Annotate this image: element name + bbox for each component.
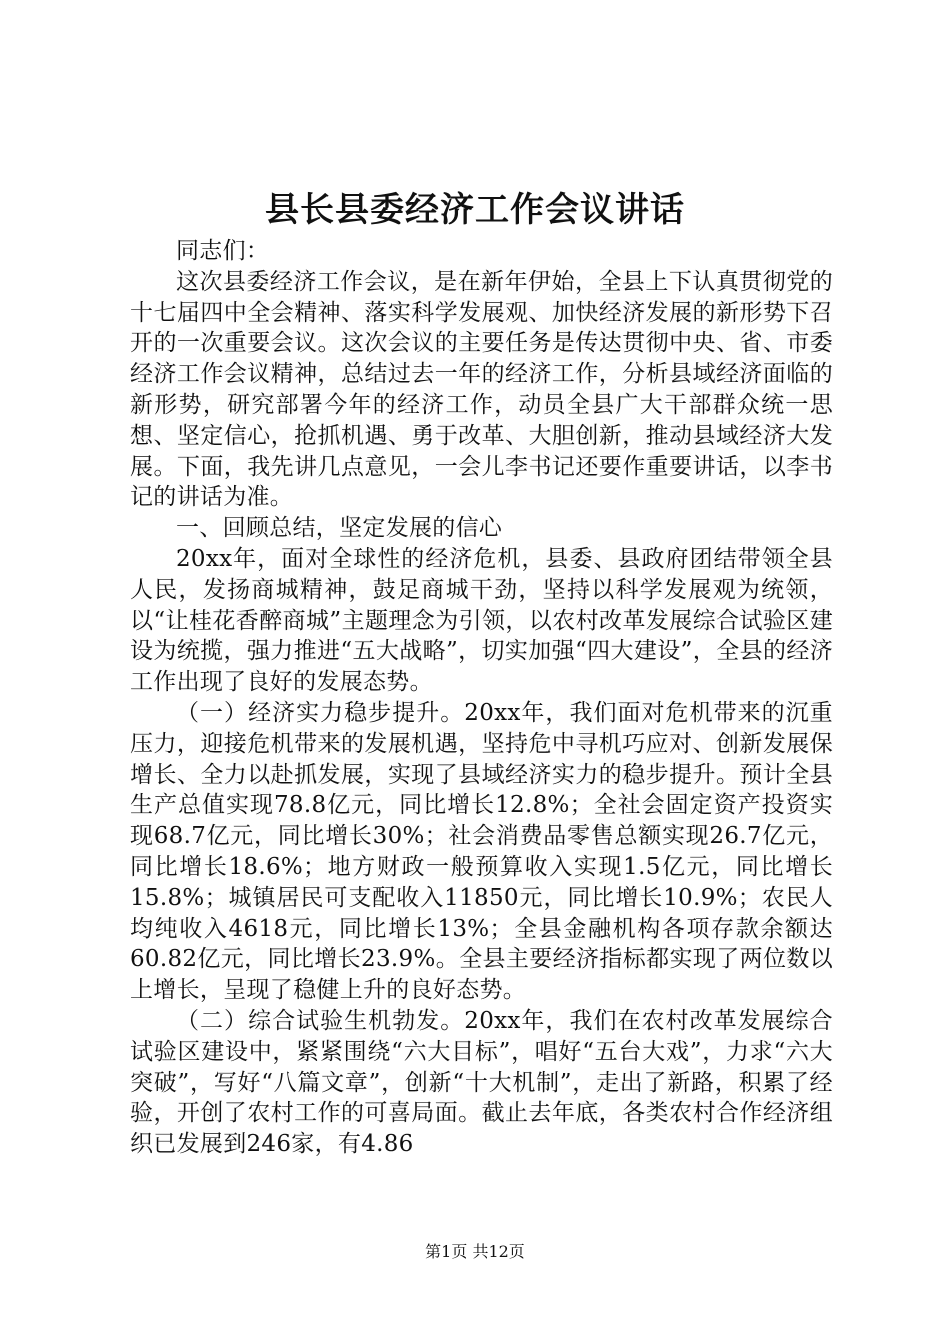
paragraph-pilot-zone: （二）综合试验生机勃发。20xx年，我们在农村改革发展综合试验区建设中，紧紧围绕“六大目标”，唱好“五台大戏”，力求“六大突破”，写好“八篇文章”，创新“十大机制”，走出了新路，积累了经验，开创了农村工作的可喜局面。截止去年底，各类农村合作经济组织已发展到246家，有4.86: [130, 1007, 833, 1158]
section-heading: 一、回顾总结，坚定发展的信心: [176, 515, 503, 542]
page-number-footer: 第1页 共12页: [425, 1242, 525, 1261]
paragraph-intro: 这次县委经济工作会议，是在新年伊始，全县上下认真贯彻党的十七届四中全会精神、落实科学发展观、加快经济发展的新形势下召开的一次重要会议。这次会议的主要任务是传达贯彻中央、省、市委经济工作会议精神，总结过去一年的经济工作，分析县域经济面临的新形势，研究部署今年的经济工作，动员全县广大干部群众统一思想、坚定信心，抢抓机遇、勇于改革、大胆创新，推动县域经济大发展。下面，我先讲几点意见，一会儿李书记还要作重要讲话，以李书记的讲话为准。: [130, 268, 833, 511]
paragraph-review: 20xx年，面对全球性的经济危机，县委、县政府团结带领全县人民，发扬商城精神，鼓足商城干劲，坚持以科学发展观为统领，以“让桂花香醉商城”主题理念为引领，以农村改革发展综合试验区建设为统揽，强力推进“五大战略”，切实加强“四大建设”，全县的经济工作出现了良好的发展态势。: [130, 545, 833, 696]
salutation: 同志们：: [176, 238, 270, 264]
document-title: 县长县委经济工作会议讲话: [265, 190, 685, 230]
document-body: [130, 236, 833, 1160]
paragraph-economy: （一）经济实力稳步提升。20xx年，我们面对危机带来的沉重压力，迎接危机带来的发展机遇，坚持危中寻机巧应对、创新发展保增长、全力以赴抓发展，实现了县域经济实力的稳步提升。预计全县生产总值实现78.8亿元，同比增长12.8%；全社会固定资产投资实现68.7亿元，同比增长30%；社会消费品零售总额实现26.7亿元，同比增长18.6%；地方财政一般预算收入实现1.5亿元，同比增长15.8%；城镇居民可支配收入11850元，同比增长10.9%；农民人均纯收入4618元，同比增长13%；全县金融机构各项存款余额达60.82亿元，同比增长23.9%。全县主要经济指标都实现了两位数以上增长，呈现了稳健上升的良好态势。: [130, 699, 833, 1004]
